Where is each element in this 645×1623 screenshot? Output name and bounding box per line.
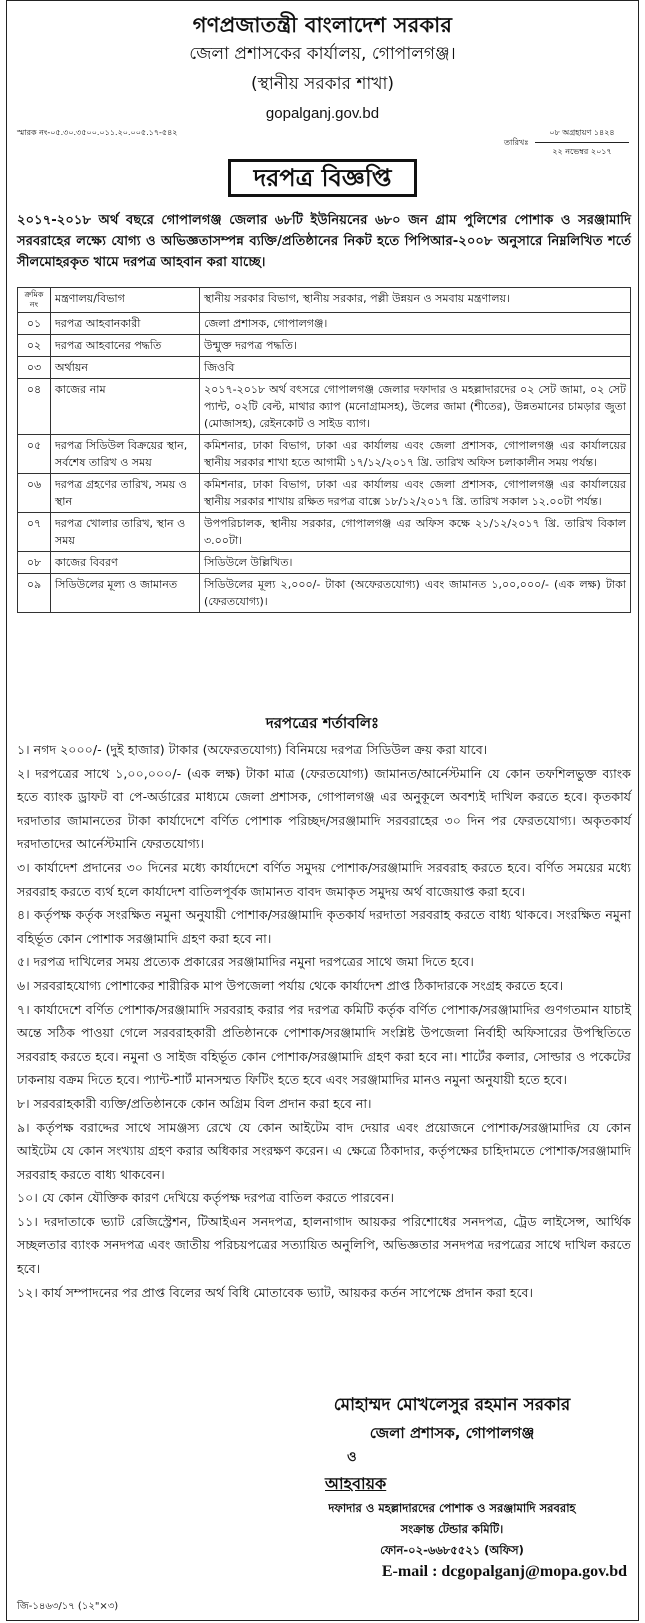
date-block [535, 127, 629, 159]
notice-title: দরপত্র বিজ্ঞপ্তি [228, 159, 417, 197]
signatory-designation: জেলা প্রশাসক, গোপালগঞ্জ [369, 1424, 535, 1442]
table-row [18, 335, 631, 357]
terms-heading: দরপত্রের শর্তাবলিঃ [265, 714, 380, 732]
row-label: অর্থায়ন [51, 357, 200, 379]
table-row [18, 552, 631, 574]
row-value: কমিশনার, ঢাকা বিভাগ, ঢাকা এর কার্যালয় এবং জেলা প্রশাসক, গোপালগঞ্জ এর কার্যালয়ের স্থানীয় সরকার শাখা হতে আগামী ১৭/১২/২০১৭ খ্রি. তারিখ অফিস চলাকালীন সময় পর্যন্ত। [200, 435, 631, 474]
table-row [18, 574, 631, 613]
footer-code: জি-১৪৬৩/১৭ (১২"×৩) [17, 1601, 119, 1612]
term-item: ৪। কর্তৃপক্ষ কর্তৃক সংরক্ষিত নমুনা অনুযায়ী পোশাক/সরঞ্জামাদি কৃতকার্য দরদাতা সরবরাহ করতে বাধ্য থাকবে। সংরক্ষিত নমুনা বহির্ভূত কোন পোশাক সরঞ্জামাদি গ্রহণ করা হবে না। [17, 907, 631, 946]
phone-number: ফোন-০২-৬৬৮৫৫২১ (অফিস) [380, 1543, 524, 1557]
row-number: ০৫ [18, 435, 51, 474]
intro-paragraph: ২০১৭-২০১৮ অর্থ বছরে গোপালগঞ্জ জেলার ৬৮টি ইউনিয়নের ৬৮০ জন গ্রাম পুলিশের পোশাক ও সরঞ্জামাদি সরবরাহের লক্ষ্যে যোগ্য ও অভিজ্ঞতাসম্পন্ন ব্যক্তি/প্রতিষ্ঠানের নিকট হতে পিপিআর-২০০৮ অনুসারে নিম্নলিখিত শর্তে সীলমোহরকৃত খামে দরপত্র আহবান করা যাচ্ছে। [17, 213, 631, 270]
row-value: জিওবি [200, 357, 631, 379]
term-item: ১০। যে কোন যৌক্তিক কারণ দেখিয়ে কর্তৃপক্ষ দরপত্র বাতিল করতে পারবেন। [17, 1190, 394, 1206]
serial-header-2: নং [29, 300, 39, 309]
row-label: দরপত্র আহবানের পদ্ধতি [51, 335, 200, 357]
row-label: দরপত্র সিডিউল বিক্রয়ের স্থান, সর্বশেষ তারিখ ও সময় [51, 435, 200, 474]
terms-list [17, 738, 631, 1304]
and-text: ও [347, 1450, 357, 1465]
term-item: ২। দরপত্রের সাথে ১,০০,০০০/- (এক লক্ষ) টাকা মাত্র (ফেরতযোগ্য) জামানত/আর্নেস্টমানি যে কোন তফশিলভুক্ত ব্যাংক হতে ব্যাংক ড্রাফট বা পে-অর্ডারের মাধ্যমে জেলা প্রশাসক, গোপালগঞ্জ এর অনুকূলে অবশ্যই দাখিল করতে হবে। কৃতকার্য দরদাতার জামানতের টাকা কার্যাদেশে বর্ণিত পোশাক পরিচ্ছদ/সরঞ্জামাদি সরবরাহের ৩০ দিন পর ফেরতযোগ্য। অকৃতকার্য দরদাতাদের আর্নেস্টমানি ফেরতযোগ্য। [17, 765, 631, 852]
committee-line-1: দফাদার ও মহল্লাদারদের পোশাক ও সরঞ্জামাদি সরবরাহ [328, 1501, 576, 1515]
row-value: উপপরিচালক, স্থানীয় সরকার, গোপালগঞ্জ এর অফিস কক্ষে ২১/১২/২০১৭ খ্রি. তারিখ বিকাল ৩.০০টা। [200, 513, 631, 552]
signature-block [277, 1392, 627, 1581]
term-item: ৮। সরবরাহকারী ব্যক্তি/প্রতিষ্ঠানকে কোন অগ্রিম বিল প্রদান করা হবে না। [17, 1095, 372, 1111]
row-label: দরপত্র গ্রহণের তারিখ, সময় ও স্থান [51, 474, 200, 513]
row-number: ০৬ [18, 474, 51, 513]
term-item: ৯। কর্তৃপক্ষ বরাদ্দের সাথে সামঞ্জস্য রেখে যে কোন আইটেম বাদ দেয়ার এবং প্রয়োজনে পোশাক/সরঞ্জামাদির যে কোন আইটেম যে কোন সংখ্যায় গ্রহণ করার অধিকার সংরক্ষণ করেন। এ ক্ষেত্রে ঠিকাদার, কর্তৃপক্ষের চাহিদামতে পোশাক/সরঞ্জামাদি সরবরাহ করতে বাধ্য থাকবেন। [17, 1119, 631, 1182]
convener-title: আহবায়ক [325, 1474, 387, 1493]
branch-heading: (স্থানীয় সরকার শাখা) [250, 74, 395, 94]
table-row [18, 288, 631, 313]
table-row [18, 313, 631, 335]
term-item: ৬। সরবরাহযোগ্য পোশাকের শারীরিক মাপ উপজেলা পর্যায় থেকে কার্যাদেশ প্রাপ্ত ঠিকাদারকে সংগ্রহ করতে হবে। [17, 977, 564, 993]
row-number: ০৮ [18, 552, 51, 574]
row-label: কাজের নাম [51, 379, 200, 435]
row-value: স্থানীয় সরকার বিভাগ, স্থানীয় সরকার, পল্লী উন্নয়ন ও সমবায় মন্ত্রণালয়। [200, 288, 631, 313]
term-item: ১। নগদ ২০০০/- (দুই হাজার) টাকার (অফেরতযোগ্য) বিনিময়ে দরপত্র সিডিউল ক্রয় করা যাবে। [17, 742, 488, 757]
term-item: ১২। কার্য সম্পাদনের পর প্রাপ্ত বিলের অর্থ বিধি মোতাবেক ভ্যাট, আয়কর কর্তন সাপেক্ষে প্রদান করা হবে। [17, 1284, 534, 1300]
table-row [18, 513, 631, 552]
row-label: মন্ত্রণালয়/বিভাগ [51, 288, 200, 313]
row-number: ০৯ [18, 574, 51, 613]
date-label: তারিখঃ [504, 138, 529, 147]
government-heading: গণপ্রজাতন্ত্রী বাংলাদেশ সরকার [192, 13, 453, 37]
row-value: উন্মুক্ত দরপত্র পদ্ধতি। [200, 335, 631, 357]
row-number: ০৩ [18, 357, 51, 379]
row-value: সিডিউলে উল্লিখিত। [200, 552, 631, 574]
term-item: ৫। দরপত্র দাখিলের সময় প্রত্যেক প্রকারের সরঞ্জামাদির নমুনা দরপত্রের সাথে জমা দিতে হবে। [17, 954, 474, 970]
row-label: কাজের বিবরণ [51, 552, 200, 574]
serial-header-1: ক্রমিক [24, 290, 44, 299]
term-item: ৭। কার্যাদেশে বর্ণিত পোশাক/সরঞ্জামাদি সরবরাহ করার পর দরপত্র কমিটি কর্তৃক বর্ণিত পোশাক/সরঞ্জামাদির গুণগতমান যাচাই অন্তে সঠিক পাওয়া গেলে সরবরাহকারী প্রতিষ্ঠানকে পোশাক/সরঞ্জামাদি সংশ্লিষ্ট উপজেলা নির্বাহী অফিসারের উপস্থিতিতে সরবরাহ করতে হবে। নমুনা ও সাইজ বহির্ভূত কোন পোশাক/সরঞ্জামাদি গ্রহণ করা হবে না। শার্টের কলার, সোল্ডার ও পকেটের ঢাকনায় বক্রম দিতে হবে। প্যান্ট-শার্ট মানসম্মত ফিটিং হতে হবে এবং সরঞ্জামাদির মানও নমুনা অনুযায়ী হতে হবে। [17, 1001, 631, 1088]
committee-line-2: সংক্রান্ত টেন্ডার কমিটি। [400, 1522, 504, 1536]
row-number: ০৭ [18, 513, 51, 552]
table-row [18, 474, 631, 513]
serial-header-cell [18, 288, 51, 313]
row-value: ২০১৭-২০১৮ অর্থ বৎসরে গোপালগঞ্জ জেলার দফাদার ও মহল্লাদারদের ০২ সেট জামা, ০২ সেট প্যান্ট, ০২টি বেল্ট, মাথার ক্যাপ (মনোগ্রামসহ), উলের জামা (শীতের), উন্নতমানের চামড়ার জুতা (মোজাসহ), রেইনকোট ও সাইড ব্যাগ। [200, 379, 631, 435]
row-number: ০২ [18, 335, 51, 357]
row-label: দরপত্র আহবানকারী [51, 313, 200, 335]
email-address: E-mail : dcgopalganj@mopa.gov.bd [381, 1563, 627, 1580]
row-label: সিডিউলের মূল্য ও জামানত [51, 574, 200, 613]
office-heading: জেলা প্রশাসকের কার্যালয়, গোপালগঞ্জ। [189, 44, 456, 64]
table-row [18, 379, 631, 435]
date-english: ২২ নভেম্বর ২০১৭ [552, 147, 612, 156]
term-item: ৩। কার্যাদেশ প্রদানের ৩০ দিনের মধ্যে কার্যাদেশে বর্ণিত সমুদয় পোশাক/সরঞ্জামাদি সরবরাহ করতে হবে। বর্ণিত সময়ের মধ্যে সরবরাহ করতে ব্যর্থ হলে কার্যাদেশ বাতিলপূর্বক জামানত বাবদ জমাকৃত সমুদয় অর্থ বাজেয়াপ্ত করা হবে। [17, 859, 631, 899]
term-item: ১১। দরদাতাকে ভ্যাট রেজিস্ট্রেশন, টিআইএন সনদপত্র, হালনাগাদ আয়কর পরিশোধের সনদপত্র, ট্রেড লাইসেন্স, আর্থিক সচ্ছলতার ব্যাংক সনদপত্র এবং জাতীয় পরিচয়পত্রের সত্যায়িত অনুলিপি, অভিজ্ঞতার সনদপত্র দরপত্রের সাথে দাখিল করতে হবে। [17, 1213, 631, 1277]
date-bangla: ০৮ অগ্রহায়ণ ১৪২৪ [535, 127, 629, 143]
row-value: কমিশনার, ঢাকা বিভাগ, ঢাকা এর কার্যালয় এবং জেলা প্রশাসক, গোপালগঞ্জ এর কার্যালয়ের স্থানীয় সরকার শাখায় রক্ষিত দরপত্র বাক্সে ১৮/১২/২০১৭ খ্রি. তারিখ সকাল ১২.০০টা পর্যন্ত। [200, 474, 631, 513]
row-value: সিডিউলের মূল্য ২,০০০/- টাকা (অফেরতযোগ্য) এবং জামানত ১,০০,০০০/- (এক লক্ষ) টাকা (ফেরতযোগ্য)। [200, 574, 631, 613]
website-text: gopalganj.gov.bd [265, 105, 380, 122]
row-number: ০৪ [18, 379, 51, 435]
memo-number: স্মারক নং-০৫.৩০.৩৫০০.০১১.২০.০০৫.১৭-৫৪২ [17, 128, 178, 137]
tender-notice-page [6, 0, 639, 1621]
table-row [18, 435, 631, 474]
row-value: জেলা প্রশাসক, গোপালগঞ্জ। [200, 313, 631, 335]
row-label: দরপত্র খোলার তারিখ, স্থান ও সময় [51, 513, 200, 552]
tender-info-table [17, 287, 631, 613]
table-row [18, 357, 631, 379]
signatory-name: মোহাম্মদ মোখলেসুর রহমান সরকার [333, 1395, 571, 1415]
row-number: ০১ [18, 313, 51, 335]
